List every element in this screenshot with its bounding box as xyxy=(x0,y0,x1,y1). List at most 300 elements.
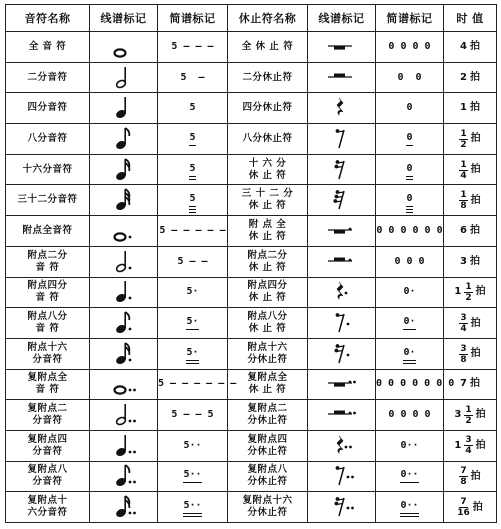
jianpu-rest-text: 0 0 0 0 0 0 0 xyxy=(376,378,455,390)
staff-rest-cell xyxy=(308,461,376,492)
note-name-cell xyxy=(6,124,90,155)
jianpu-note-cell xyxy=(158,124,228,155)
rest-name-cell-text: 附点八分 休 止 符 xyxy=(247,311,288,335)
jianpu-rest-text: 0· xyxy=(403,347,415,361)
duration-cell xyxy=(444,492,497,523)
duration-denominator: 2 xyxy=(460,139,467,150)
jianpu-rest-text: 0· xyxy=(403,316,415,330)
duration-cell xyxy=(444,400,497,431)
staff-note-cell xyxy=(90,369,158,400)
thirtysecond-rest-icon xyxy=(320,187,364,213)
rest-name-cell-text: 附点十六 分休止符 xyxy=(247,341,288,365)
note-name-cell xyxy=(6,400,90,431)
jianpu-rest-text: 0 0 0 0 0 0 xyxy=(376,224,443,236)
duration-whole: 1 xyxy=(454,286,462,298)
note-name-cell-text: 附点全音符 xyxy=(22,224,73,236)
jianpu-note-cell xyxy=(158,430,228,461)
duration-numerator: 1 xyxy=(460,190,467,201)
note-name-cell-text: 附点二分 音 符 xyxy=(27,249,68,273)
note-name-cell xyxy=(6,338,90,369)
table-row xyxy=(6,185,497,216)
duration-numerator: 3 xyxy=(460,343,467,354)
note-name-cell xyxy=(6,62,90,93)
duration-unit: 拍 xyxy=(470,470,481,482)
staff-rest-cell xyxy=(308,308,376,339)
sixteenth-rest-icon xyxy=(320,157,364,183)
duration-whole: 3 xyxy=(454,409,462,421)
table-row xyxy=(6,492,497,523)
jianpu-rest-cell xyxy=(376,246,444,277)
rest-name-cell-text: 四分休止符 xyxy=(242,102,293,114)
jianpu-rest-cell xyxy=(376,400,444,431)
note-name-cell xyxy=(6,461,90,492)
duration-unit: 拍 xyxy=(469,40,480,52)
staff-rest-cell xyxy=(308,430,376,461)
jianpu-rest-cell xyxy=(376,93,444,124)
staff-note-cell xyxy=(90,461,158,492)
note-name-cell-text: 附点八分 音 符 xyxy=(27,311,68,335)
duration-denominator: 4 xyxy=(460,324,467,335)
staff-rest-cell xyxy=(308,93,376,124)
rest-name-cell-text: 复附点八 分休止符 xyxy=(247,464,288,488)
table-row xyxy=(6,461,497,492)
table-row xyxy=(6,124,497,155)
header-rest-name: 休止符名称 xyxy=(228,5,308,32)
duration-whole: 1 xyxy=(454,439,462,451)
jianpu-rest-text: 0·· xyxy=(400,469,418,483)
duration-value xyxy=(460,41,480,53)
duration-cell xyxy=(444,277,497,308)
double-dotted-sixteenth-rest-icon xyxy=(320,494,364,520)
duration-unit: 拍 xyxy=(475,439,486,451)
double-dotted-quarter-rest-icon xyxy=(320,433,364,459)
whole-note-icon xyxy=(104,34,144,60)
jianpu-rest-cell xyxy=(376,277,444,308)
staff-note-cell xyxy=(90,62,158,93)
table-body xyxy=(6,32,497,523)
duration-unit: 拍 xyxy=(470,133,481,145)
jianpu-note-cell xyxy=(158,400,228,431)
rest-name-cell xyxy=(228,185,308,216)
duration-cell xyxy=(444,93,497,124)
jianpu-note-text: 5· xyxy=(186,347,198,361)
duration-denominator: 8 xyxy=(460,477,467,488)
dotted-eighth-note-icon xyxy=(104,310,144,336)
note-name-cell xyxy=(6,185,90,216)
note-value-table xyxy=(5,4,497,523)
staff-rest-cell xyxy=(308,185,376,216)
jianpu-note-text: 5 — — 5 xyxy=(171,409,214,421)
duration-numerator: 1 xyxy=(465,281,472,292)
duration-numerator: 1 xyxy=(465,404,472,415)
duration-cell xyxy=(444,430,497,461)
duration-denominator: 8 xyxy=(460,354,467,365)
duration-value xyxy=(454,282,485,303)
quarter-note-icon xyxy=(104,95,144,121)
header-jianpu-notation: 简谱标记 xyxy=(158,5,228,32)
rest-name-cell xyxy=(228,62,308,93)
duration-unit: 拍 xyxy=(470,348,481,360)
jianpu-rest-cell xyxy=(376,461,444,492)
duration-fraction xyxy=(464,435,472,456)
eighth-rest-icon xyxy=(320,126,364,152)
header-rest-jianpu-notation: 简谱标记 xyxy=(376,5,444,32)
staff-note-cell xyxy=(90,124,158,155)
jianpu-note-text: 5 — xyxy=(180,71,205,83)
note-name-cell xyxy=(6,32,90,63)
staff-note-cell xyxy=(90,246,158,277)
duration-cell xyxy=(444,338,497,369)
jianpu-note-text: 5 xyxy=(189,193,195,207)
thirtysecond-note-icon xyxy=(104,187,144,213)
duration-numerator: 1 xyxy=(460,159,467,170)
note-value-table-sheet xyxy=(5,4,496,525)
duration-value xyxy=(457,497,483,518)
duration-value xyxy=(460,225,480,237)
jianpu-note-text: 5 — — — — — xyxy=(159,224,226,236)
rest-name-cell xyxy=(228,338,308,369)
note-name-cell-text: 复附点十 六分音符 xyxy=(27,495,68,519)
dotted-quarter-note-icon xyxy=(104,279,144,305)
table-row xyxy=(6,338,497,369)
duration-fraction xyxy=(459,313,467,334)
duration-unit: 拍 xyxy=(469,224,480,236)
table-row xyxy=(6,277,497,308)
jianpu-rest-cell xyxy=(376,216,444,247)
jianpu-note-cell xyxy=(158,185,228,216)
duration-fraction xyxy=(457,497,470,518)
dotted-sixteenth-rest-icon xyxy=(320,341,364,367)
dotted-half-note-icon xyxy=(104,249,144,275)
header-row xyxy=(6,5,497,32)
table-row xyxy=(6,308,497,339)
staff-note-cell xyxy=(90,154,158,185)
note-name-cell xyxy=(6,277,90,308)
note-name-cell xyxy=(6,154,90,185)
duration-numerator: 1 xyxy=(460,128,467,139)
duration-whole: 4 xyxy=(460,40,467,52)
jianpu-note-text: 5·· xyxy=(183,469,201,483)
jianpu-note-cell xyxy=(158,369,237,400)
note-name-cell-text: 复附点八 分音符 xyxy=(27,464,68,488)
jianpu-rest-text: 0 xyxy=(406,102,413,114)
jianpu-note-text: 5·· xyxy=(183,500,201,514)
staff-note-cell xyxy=(90,430,158,461)
table-row xyxy=(6,154,497,185)
rest-name-cell xyxy=(228,216,308,247)
staff-rest-cell xyxy=(308,338,376,369)
header-duration: 时 值 xyxy=(444,5,497,32)
duration-value xyxy=(460,378,480,390)
rest-name-cell-text: 全 休 止 符 xyxy=(241,40,294,52)
table-row xyxy=(6,216,497,247)
staff-rest-cell xyxy=(308,32,376,63)
jianpu-rest-cell xyxy=(376,154,444,185)
dotted-quarter-rest-icon xyxy=(320,279,364,305)
rest-name-cell-text: 二分休止符 xyxy=(242,71,293,83)
jianpu-rest-text: 0 0 xyxy=(397,71,422,83)
staff-note-cell xyxy=(90,216,158,247)
note-name-cell-text: 复附点全 音 符 xyxy=(27,372,68,396)
duration-value xyxy=(459,190,480,211)
jianpu-note-text: 5· xyxy=(186,286,199,298)
dotted-half-rest-icon xyxy=(320,249,364,275)
duration-numerator: 3 xyxy=(465,435,472,446)
double-dotted-half-rest-icon xyxy=(320,402,364,428)
staff-note-cell xyxy=(90,338,158,369)
rest-name-cell xyxy=(228,277,308,308)
duration-value xyxy=(459,344,480,365)
table-row xyxy=(6,62,497,93)
dotted-whole-note-icon xyxy=(104,218,144,244)
duration-value xyxy=(459,160,480,181)
rest-name-cell-text: 八分休止符 xyxy=(242,132,293,144)
staff-rest-cell xyxy=(308,62,376,93)
duration-unit: 拍 xyxy=(469,378,480,390)
staff-rest-cell xyxy=(308,369,376,400)
duration-fraction xyxy=(459,466,467,487)
duration-cell xyxy=(444,185,497,216)
jianpu-rest-cell xyxy=(376,338,444,369)
duration-cell xyxy=(444,32,497,63)
jianpu-rest-text: 0 xyxy=(406,193,412,207)
jianpu-rest-cell xyxy=(376,369,455,400)
duration-unit: 拍 xyxy=(470,194,481,206)
dotted-eighth-rest-icon xyxy=(320,310,364,336)
duration-value xyxy=(459,466,480,487)
double-dotted-eighth-note-icon xyxy=(104,463,144,489)
duration-value xyxy=(459,313,480,334)
note-name-cell xyxy=(6,246,90,277)
staff-note-cell xyxy=(90,277,158,308)
duration-whole: 2 xyxy=(460,71,467,83)
duration-value xyxy=(460,102,480,114)
duration-fraction xyxy=(459,129,467,150)
double-dotted-whole-rest-icon xyxy=(320,371,364,397)
staff-note-cell xyxy=(90,400,158,431)
duration-denominator: 4 xyxy=(460,170,467,181)
jianpu-note-cell xyxy=(158,338,228,369)
jianpu-note-cell xyxy=(158,492,228,523)
double-dotted-quarter-note-icon xyxy=(104,433,144,459)
staff-rest-cell xyxy=(308,277,376,308)
rest-name-cell xyxy=(228,308,308,339)
duration-fraction xyxy=(464,282,472,303)
rest-name-cell xyxy=(228,93,308,124)
duration-numerator: 7 xyxy=(460,497,467,508)
staff-note-cell xyxy=(90,492,158,523)
double-dotted-sixteenth-note-icon xyxy=(104,494,144,520)
note-name-cell-text: 二分音符 xyxy=(27,71,68,83)
staff-rest-cell xyxy=(308,400,376,431)
jianpu-rest-cell xyxy=(376,185,444,216)
jianpu-note-text: 5 — — — xyxy=(171,40,214,52)
rest-name-cell xyxy=(228,32,308,63)
jianpu-rest-text: 0 0 0 0 xyxy=(388,40,431,52)
duration-numerator: 7 xyxy=(460,466,467,477)
duration-fraction xyxy=(459,190,467,211)
duration-whole: 6 xyxy=(460,224,467,236)
staff-rest-cell xyxy=(308,154,376,185)
double-dotted-whole-note-icon xyxy=(104,371,144,397)
jianpu-note-cell xyxy=(158,154,228,185)
rest-name-cell-text: 复附点十六 分休止符 xyxy=(242,495,293,519)
jianpu-note-cell xyxy=(158,277,228,308)
jianpu-rest-cell xyxy=(376,62,444,93)
duration-cell xyxy=(444,124,497,155)
table-row xyxy=(6,32,497,63)
jianpu-rest-cell xyxy=(376,308,444,339)
dotted-whole-rest-icon xyxy=(320,218,364,244)
staff-rest-cell xyxy=(308,492,376,523)
duration-cell xyxy=(444,154,497,185)
note-name-cell xyxy=(6,308,90,339)
whole-rest-icon xyxy=(320,34,364,60)
duration-cell xyxy=(444,308,497,339)
duration-fraction xyxy=(464,405,472,426)
jianpu-rest-text: 0·· xyxy=(400,439,419,451)
jianpu-note-cell xyxy=(158,62,228,93)
duration-cell xyxy=(444,62,497,93)
jianpu-note-text: 5 xyxy=(189,163,195,177)
note-name-cell-text: 全 音 符 xyxy=(28,40,67,52)
jianpu-rest-cell xyxy=(376,492,444,523)
rest-name-cell-text: 复附点全 休 止 符 xyxy=(247,372,288,396)
rest-name-cell-text: 复附点四 分休止符 xyxy=(247,433,288,457)
duration-whole: 3 xyxy=(460,255,467,267)
eighth-note-icon xyxy=(104,126,144,152)
double-dotted-half-note-icon xyxy=(104,402,144,428)
jianpu-note-cell xyxy=(158,246,228,277)
rest-name-cell xyxy=(228,246,308,277)
jianpu-rest-text: 0 xyxy=(406,132,412,146)
duration-unit: 拍 xyxy=(472,501,483,513)
jianpu-note-text: 5 — — — — — — xyxy=(158,378,237,390)
jianpu-rest-text: 0 0 0 xyxy=(394,255,425,267)
double-dotted-eighth-rest-icon xyxy=(320,463,364,489)
note-name-cell xyxy=(6,492,90,523)
duration-value xyxy=(460,72,480,84)
duration-fraction xyxy=(459,160,467,181)
jianpu-rest-text: 0·· xyxy=(400,500,418,514)
rest-name-cell xyxy=(228,492,308,523)
jianpu-note-text: 5 xyxy=(189,132,195,146)
jianpu-note-cell xyxy=(158,308,228,339)
header-note-name: 音符名称 xyxy=(6,5,90,32)
jianpu-note-text: 5·· xyxy=(183,439,202,451)
rest-name-cell xyxy=(228,369,308,400)
rest-name-cell-text: 附点二分 休 止 符 xyxy=(247,249,288,273)
note-name-cell xyxy=(6,216,90,247)
jianpu-rest-cell xyxy=(376,430,444,461)
rest-name-cell-text: 附 点 全 休 止 符 xyxy=(248,218,287,242)
duration-denominator: 8 xyxy=(460,201,467,212)
note-name-cell-text: 四分音符 xyxy=(27,102,68,114)
staff-rest-cell xyxy=(308,216,376,247)
duration-value xyxy=(460,256,480,268)
staff-note-cell xyxy=(90,185,158,216)
note-name-cell-text: 三十二分音符 xyxy=(17,194,78,206)
note-name-cell xyxy=(6,93,90,124)
jianpu-rest-text: 0· xyxy=(403,286,416,298)
staff-note-cell xyxy=(90,93,158,124)
dotted-sixteenth-note-icon xyxy=(104,341,144,367)
note-name-cell-text: 复附点二 分音符 xyxy=(27,403,68,427)
duration-whole: 1 xyxy=(460,102,467,114)
table-row xyxy=(6,400,497,431)
rest-name-cell xyxy=(228,430,308,461)
jianpu-note-cell xyxy=(158,93,228,124)
duration-value xyxy=(454,435,485,456)
rest-name-cell xyxy=(228,400,308,431)
jianpu-rest-text: 0 xyxy=(406,163,412,177)
duration-denominator: 2 xyxy=(465,292,472,303)
duration-numerator: 3 xyxy=(460,313,467,324)
duration-unit: 拍 xyxy=(469,255,480,267)
jianpu-note-text: 5 xyxy=(189,102,196,114)
duration-unit: 拍 xyxy=(469,71,480,83)
rest-name-cell xyxy=(228,461,308,492)
jianpu-rest-cell xyxy=(376,32,444,63)
rest-name-cell-text: 附点四分 休 止 符 xyxy=(247,280,288,304)
table-row xyxy=(6,430,497,461)
table-row xyxy=(6,369,497,400)
duration-cell xyxy=(444,216,497,247)
duration-cell xyxy=(444,246,497,277)
duration-whole: 7 xyxy=(460,378,467,390)
duration-denominator: 4 xyxy=(465,446,472,457)
staff-rest-cell xyxy=(308,246,376,277)
jianpu-note-cell xyxy=(158,32,228,63)
duration-fraction xyxy=(459,344,467,365)
note-name-cell-text: 附点十六 分音符 xyxy=(27,341,68,365)
duration-unit: 拍 xyxy=(475,409,486,421)
jianpu-note-cell xyxy=(158,216,228,247)
jianpu-rest-text: 0 0 0 0 xyxy=(388,409,431,421)
half-rest-icon xyxy=(320,65,364,91)
duration-denominator: 2 xyxy=(465,415,472,426)
duration-unit: 拍 xyxy=(469,102,480,114)
note-name-cell xyxy=(6,369,90,400)
duration-unit: 拍 xyxy=(470,164,481,176)
table-row xyxy=(6,93,497,124)
duration-unit: 拍 xyxy=(470,317,481,329)
jianpu-rest-cell xyxy=(376,124,444,155)
header-staff-notation: 线谱标记 xyxy=(90,5,158,32)
duration-unit: 拍 xyxy=(475,286,486,298)
rest-name-cell-text: 复附点二 分休止符 xyxy=(247,403,288,427)
staff-rest-cell xyxy=(308,124,376,155)
note-name-cell-text: 附点四分 音 符 xyxy=(27,280,68,304)
rest-name-cell-text: 十 六 分 休 止 符 xyxy=(248,157,287,181)
staff-note-cell xyxy=(90,32,158,63)
note-name-cell-text: 复附点四 分音符 xyxy=(27,433,68,457)
rest-name-cell xyxy=(228,124,308,155)
duration-value xyxy=(459,129,480,150)
sixteenth-note-icon xyxy=(104,157,144,183)
duration-value xyxy=(454,405,485,426)
half-note-icon xyxy=(104,65,144,91)
note-name-cell-text: 八分音符 xyxy=(27,132,68,144)
jianpu-note-text: 5· xyxy=(186,316,198,330)
staff-note-cell xyxy=(90,308,158,339)
duration-denominator: 16 xyxy=(457,508,470,519)
header-rest-staff-notation: 线谱标记 xyxy=(308,5,376,32)
quarter-rest-icon xyxy=(320,95,364,121)
note-name-cell-text: 十六分音符 xyxy=(22,163,73,175)
note-name-cell xyxy=(6,430,90,461)
rest-name-cell xyxy=(228,154,308,185)
